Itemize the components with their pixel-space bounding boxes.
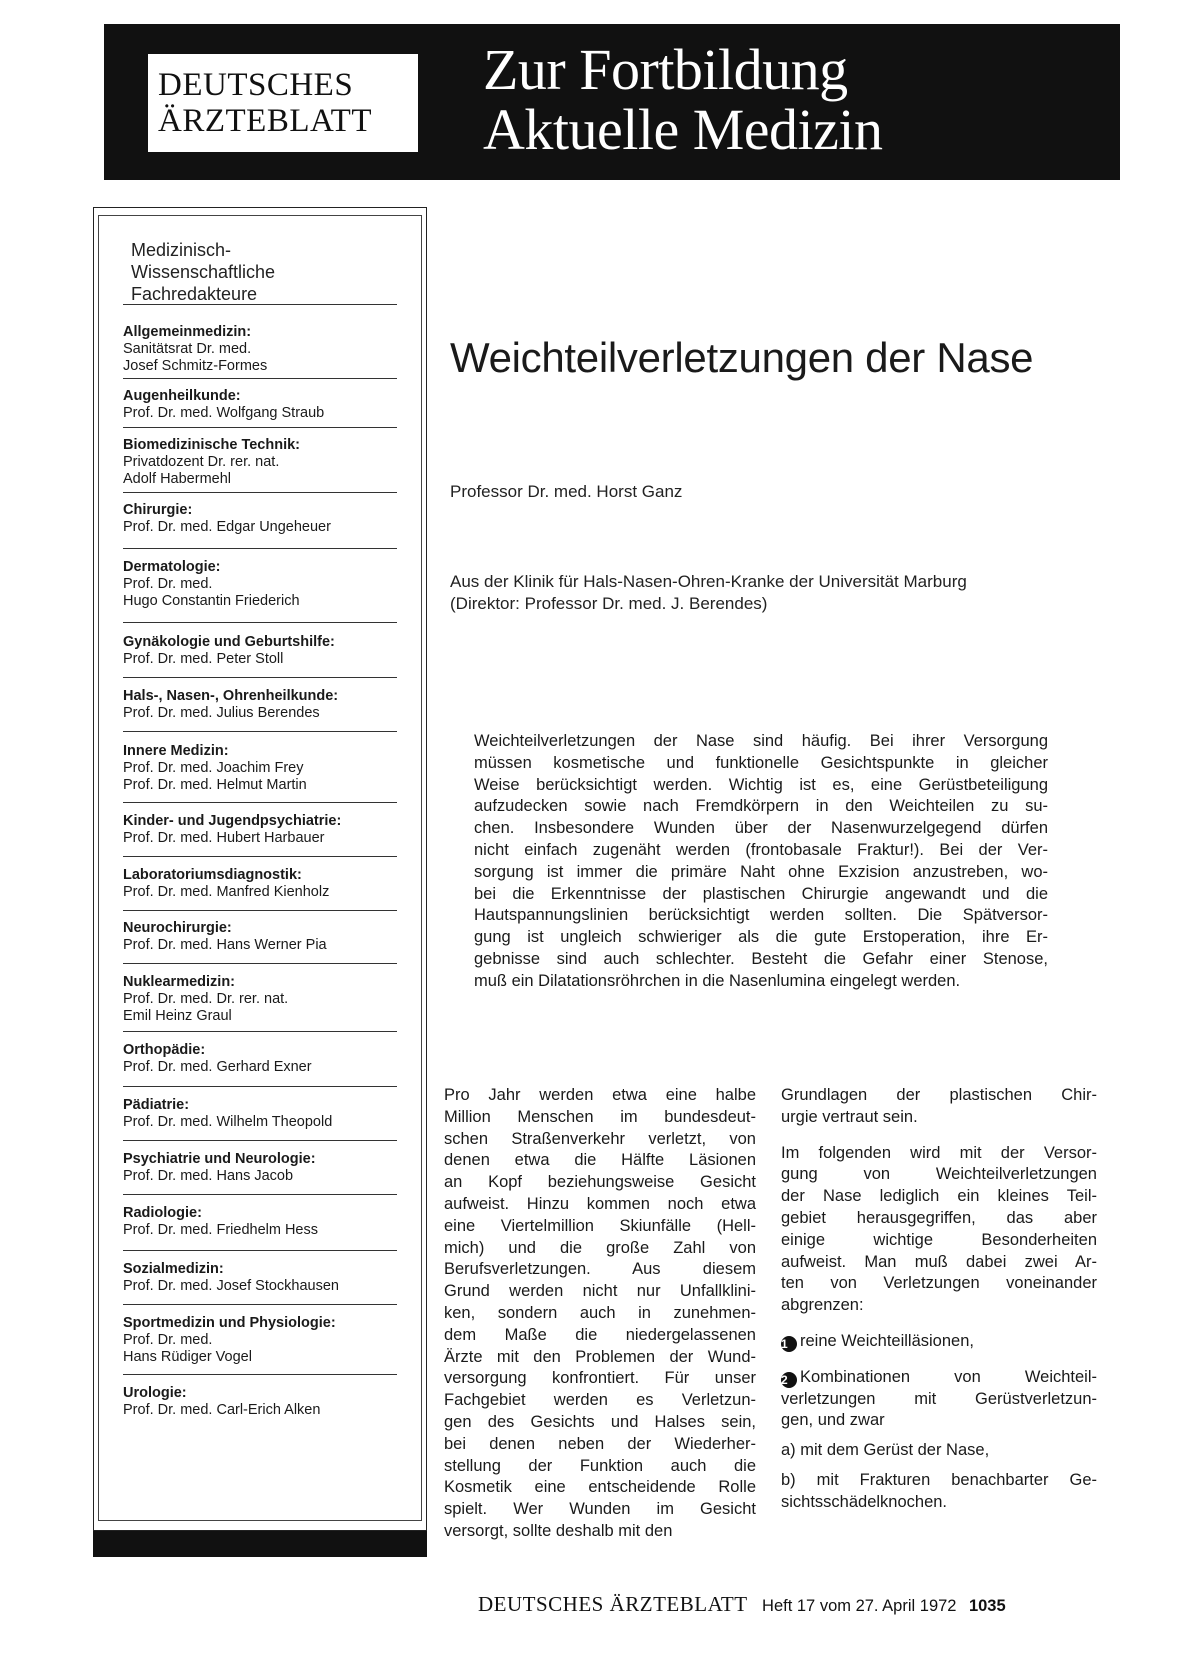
editors-divider	[123, 910, 397, 911]
editor-specialty: Orthopädie:	[123, 1042, 206, 1058]
editor-specialty: Laboratoriumsdiagnostik:	[123, 867, 302, 883]
editor-name: Hugo Constantin Friederich	[123, 593, 300, 609]
text-line: ken, sondern auch in zunehmen-	[444, 1303, 756, 1322]
text-line: Fachgebiet werden es Verletzun-	[444, 1391, 756, 1410]
text-line: gen des Gesichts und Halses sein,	[444, 1412, 756, 1431]
editor-entry	[123, 688, 403, 722]
editor-entry	[123, 502, 403, 536]
text-line: Ärzte mit den Problemen der Wund-	[444, 1347, 756, 1366]
editor-specialty: Allgemeinmedizin:	[123, 324, 252, 340]
editor-entry	[123, 1261, 403, 1295]
editor-name: Prof. Dr. med. Josef Stockhausen	[123, 1278, 339, 1294]
editors-divider	[123, 677, 397, 678]
text-line: gen, und zwar	[781, 1411, 885, 1430]
text-line: nicht einfach zugenäht werden (frontobasale Fraktur!). Bei der Ver-	[474, 840, 1048, 859]
editor-entry	[123, 1385, 403, 1419]
body-column-left	[444, 1085, 756, 1543]
editor-name: Prof. Dr. med. Peter Stoll	[123, 651, 284, 667]
article-title: Weichteilverletzungen der Nase	[450, 334, 1034, 381]
text-line	[781, 1367, 1097, 1389]
editors-divider	[123, 1304, 397, 1305]
text-line: schen Straßenverkehr verletzt, von	[444, 1129, 756, 1148]
list-item-2	[781, 1367, 1097, 1432]
editor-entry	[123, 974, 403, 1025]
editor-entry	[123, 1205, 403, 1239]
editor-name: Prof. Dr. med.	[123, 1332, 213, 1348]
text-line: müssen kosmetische und funktionelle Gesichtspunkte in gleicher	[474, 753, 1048, 772]
text-line: eine Viertelmillion Skiunfälle (Hell-	[444, 1216, 756, 1235]
sub-item-a	[781, 1440, 1097, 1462]
text-line: denen etwa die Hälfte Läsionen	[444, 1151, 756, 1170]
editors-divider	[123, 1194, 397, 1195]
text-line: bei die Erkenntnisse der plastischen Chirurgie angewandt und die	[474, 884, 1048, 903]
editor-name: Prof. Dr. med. Manfred Kienholz	[123, 884, 330, 900]
editors-divider	[123, 1250, 397, 1251]
editors-heading-line-3: Fachredakteure	[131, 284, 258, 304]
editor-specialty: Augenheilkunde:	[123, 388, 241, 404]
editor-name: Prof. Dr. med. Wolfgang Straub	[123, 405, 325, 421]
list-item-1-text: reine Weichteilläsionen,	[800, 1331, 974, 1350]
sub-item-b	[781, 1470, 1097, 1514]
editors-divider	[123, 1031, 397, 1032]
editor-name: Prof. Dr. med. Joachim Frey	[123, 760, 304, 776]
editor-entry	[123, 388, 403, 422]
text-line: aufweist. Hinzu kommen noch etwa	[444, 1194, 756, 1213]
article-affiliation	[450, 571, 967, 615]
text-line: einige wichtige Besonderheiten	[781, 1230, 1097, 1249]
editors-box-footer-bar	[93, 1531, 427, 1557]
list-item-2-text: Kombinationen von Weichteil-	[800, 1367, 1097, 1386]
text-line: Grund werden nicht nur Unfallklini-	[444, 1282, 756, 1301]
editor-name: Prof. Dr. med. Carl-Erich Alken	[123, 1402, 321, 1418]
text-line: verletzungen mit Gerüstverletzun-	[781, 1389, 1097, 1408]
list-item-1	[781, 1331, 1097, 1353]
editor-specialty: Urologie:	[123, 1385, 187, 1401]
editor-name: Prof. Dr. med. Hubert Harbauer	[123, 830, 325, 846]
editor-name: Prof. Dr. med. Julius Berendes	[123, 705, 320, 721]
page-number: 1035	[968, 1597, 1006, 1615]
journal-logo	[148, 54, 418, 152]
text-line: sichtsschädelknochen.	[781, 1492, 948, 1511]
editor-specialty: Biomedizinische Technik:	[123, 437, 300, 453]
editor-name: Prof. Dr. med. Helmut Martin	[123, 777, 307, 793]
logo-line-1: DEUTSCHES	[158, 67, 354, 103]
editor-entry	[123, 920, 403, 954]
affiliation-line-1: Aus der Klinik für Hals-Nasen-Ohren-Kranke der Universität Marburg	[450, 572, 967, 591]
editor-specialty: Chirurgie:	[123, 502, 193, 518]
editor-name: Prof. Dr. med.	[123, 576, 213, 592]
editor-name: Emil Heinz Graul	[123, 1008, 232, 1024]
text-line: chen. Insbesondere Wunden über der Nasenwurzelgegend dürfen	[474, 819, 1048, 838]
text-line: an Kopf beziehungsweise Gesicht	[444, 1173, 756, 1192]
editor-specialty: Hals-, Nasen-, Ohrenheilkunde:	[123, 688, 339, 704]
editor-entry	[123, 1097, 403, 1131]
text-line: muß ein Dilatationsröhrchen in die Nasenlumina eingelegt werden.	[474, 971, 961, 990]
text-line: versorgung konfrontiert. Für unser	[444, 1369, 756, 1388]
editor-entry	[123, 743, 403, 794]
article-abstract	[474, 731, 1048, 993]
text-line: stellung der Funktion auch die	[444, 1456, 756, 1475]
editors-divider	[123, 731, 397, 732]
editor-specialty: Sozialmedizin:	[123, 1261, 224, 1277]
text-line: b) mit Frakturen benachbarter Ge-	[781, 1470, 1097, 1489]
text-line: mich) und die große Zahl von	[444, 1238, 756, 1257]
editors-divider	[123, 304, 397, 305]
text-line: Grundlagen der plastischen Chir-	[781, 1086, 1097, 1104]
editor-entry	[123, 634, 403, 668]
editors-divider	[123, 622, 397, 623]
text-line: Weise berücksichtigt werden. Wichtig ist es, eine Gerüstbeteiligung	[474, 775, 1048, 794]
editors-divider	[123, 378, 397, 379]
editor-name: Hans Rüdiger Vogel	[123, 1349, 252, 1365]
text-line: abgrenzen:	[781, 1296, 864, 1315]
editor-entry	[123, 437, 403, 488]
text-line: dem Maße die niedergelassenen	[444, 1325, 756, 1344]
body-column-right	[781, 1085, 1097, 1514]
editor-name: Privatdozent Dr. rer. nat.	[123, 454, 280, 470]
editor-entry	[123, 1315, 403, 1366]
text-line: aufzudecken sowie nach Fremdkörpern in den Weichteilen zu su-	[474, 797, 1048, 816]
editor-name: Prof. Dr. med. Edgar Ungeheuer	[123, 519, 331, 535]
text-line: spielt. Wer Wunden im Gesicht	[444, 1500, 756, 1519]
editors-heading-line-1: Medizinisch-	[131, 240, 232, 260]
editor-specialty: Nuklearmedizin:	[123, 974, 235, 990]
editors-divider	[123, 802, 397, 803]
right-paragraph-1	[781, 1085, 1097, 1129]
text-line: gebiet herausgegriffen, das aber	[781, 1208, 1097, 1227]
text-line: gung ist ungleich schwieriger als die gute Erstoperation, ihre Er-	[474, 928, 1048, 947]
footer-journal-name: DEUTSCHES ÄRZTEBLATT	[478, 1592, 748, 1616]
text-line: der Nase lediglich ein kleines Teil-	[781, 1187, 1097, 1206]
editor-specialty: Pädiatrie:	[123, 1097, 190, 1113]
text-line: sorgung ist immer die primäre Naht ohne Exzision anzustreben, wo-	[474, 862, 1048, 881]
affiliation-line-2: (Direktor: Professor Dr. med. J. Berendes)	[450, 594, 768, 613]
text-line: ten von Verletzungen voneinander	[781, 1274, 1097, 1293]
footer-issue: Heft 17 vom 27. April 1972	[762, 1597, 957, 1615]
right-paragraph-2	[781, 1143, 1097, 1317]
editor-specialty: Neurochirurgie:	[123, 920, 232, 936]
text-line: gebnisse sind auch schlechter. Besteht die Gefahr einer Stenose,	[474, 949, 1048, 968]
editor-name: Adolf Habermehl	[123, 471, 231, 487]
editor-entry	[123, 1151, 403, 1185]
editor-entry	[123, 324, 403, 375]
text-line: gung von Weichteilverletzungen	[781, 1165, 1097, 1184]
text-line: Im folgenden wird mit der Versor-	[781, 1143, 1097, 1162]
page-footer	[478, 1592, 1006, 1617]
editor-name: Prof. Dr. med. Wilhelm Theopold	[123, 1114, 333, 1130]
text-line: Berufsverletzungen. Aus diesem	[444, 1260, 756, 1279]
editors-divider	[123, 427, 397, 428]
editor-specialty: Gynäkologie und Geburtshilfe:	[123, 634, 335, 650]
editor-specialty: Dermatologie:	[123, 559, 221, 575]
numbered-marker-1: 1	[781, 1336, 797, 1352]
editor-name: Prof. Dr. med. Dr. rer. nat.	[123, 991, 289, 1007]
editor-name: Josef Schmitz-Formes	[123, 358, 268, 374]
editor-entry	[123, 1042, 403, 1076]
text-line: Weichteilverletzungen der Nase sind häufig. Bei ihrer Versorgung	[474, 732, 1048, 750]
section-title-line-1: Zur Fortbildung	[483, 37, 848, 102]
editor-name: Prof. Dr. med. Hans Werner Pia	[123, 937, 327, 953]
editor-specialty: Psychiatrie und Neurologie:	[123, 1151, 316, 1167]
section-title-line-2: Aktuelle Medizin	[483, 97, 883, 162]
editors-divider	[123, 856, 397, 857]
editors-divider	[123, 963, 397, 964]
editor-entry	[123, 813, 403, 847]
editor-name: Prof. Dr. med. Hans Jacob	[123, 1168, 294, 1184]
editor-entry	[123, 867, 403, 901]
editors-divider	[123, 1086, 397, 1087]
text-line: Million Menschen im bundesdeut-	[444, 1107, 756, 1126]
editors-divider	[123, 1374, 397, 1375]
editor-specialty: Innere Medizin:	[123, 743, 229, 759]
editors-divider	[123, 492, 397, 493]
article-author: Professor Dr. med. Horst Ganz	[450, 482, 683, 501]
editor-name: Prof. Dr. med. Friedhelm Hess	[123, 1222, 318, 1238]
editors-divider	[123, 1140, 397, 1141]
logo-line-2: ÄRZTEBLATT	[158, 103, 372, 139]
editor-specialty: Radiologie:	[123, 1205, 202, 1221]
text-line: Kosmetik eine entscheidende Rolle	[444, 1478, 756, 1497]
editor-specialty: Kinder- und Jugendpsychiatrie:	[123, 813, 342, 829]
text-line: bei denen neben der Wiederher-	[444, 1434, 756, 1453]
sub-item-a-text: a) mit dem Gerüst der Nase,	[781, 1441, 990, 1460]
editor-entry	[123, 559, 403, 610]
section-title	[483, 37, 883, 162]
text-line: Pro Jahr werden etwa eine halbe	[444, 1086, 756, 1104]
editor-name: Prof. Dr. med. Gerhard Exner	[123, 1059, 312, 1075]
text-line: aufweist. Man muß dabei zwei Ar-	[781, 1252, 1097, 1271]
text-line: urgie vertraut sein.	[781, 1107, 918, 1126]
text-line: Hautspannungslinien berücksichtigt werden sollten. Die Spätversor-	[474, 906, 1048, 925]
editors-heading	[131, 239, 275, 305]
numbered-marker-2: 2	[781, 1372, 797, 1388]
editors-heading-line-2: Wissenschaftliche	[131, 262, 276, 282]
editor-name: Sanitätsrat Dr. med.	[123, 341, 252, 357]
text-line: versorgt, sollte deshalb mit den	[444, 1521, 673, 1540]
editor-specialty: Sportmedizin und Physiologie:	[123, 1315, 336, 1331]
editors-divider	[123, 548, 397, 549]
